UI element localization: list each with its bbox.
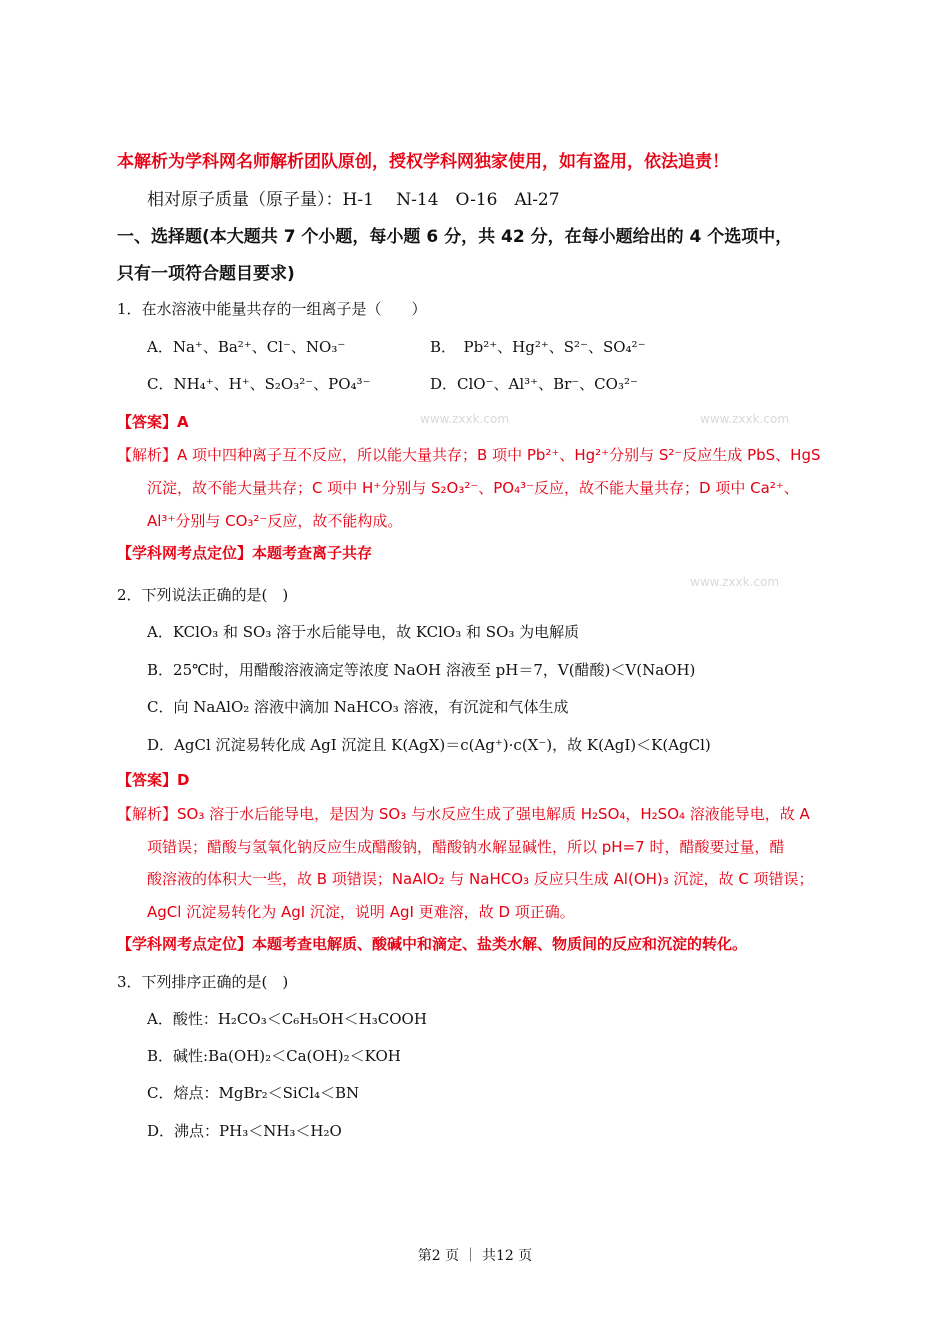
question-3-option-d: D．沸点：PH₃＜NH₃＜H₂O <box>147 1122 342 1140</box>
question-3-option-c: C．熔点：MgBr₂＜SiCl₄＜BN <box>147 1084 360 1102</box>
question-1-knowledge-point: 【学科网考点定位】本题考查离子共存 <box>117 544 373 562</box>
question-2-analysis-line3: 酸溶液的体积大一些，故 B 项错误；NaAlO₂ 与 NaHCO₃ 反应只生成 Al(OH)₃ 沉淀，故 C 项错误； <box>147 870 814 888</box>
atomic-masses: 相对原子质量（原子量）：H-1 N-14 O-16 Al-27 <box>147 190 560 210</box>
copyright-notice: 本解析为学科网名师解析团队原创，授权学科网独家使用，如有盗用，依法追责！ <box>117 152 729 172</box>
section-heading-line2: 只有一项符合题目要求) <box>117 264 295 284</box>
question-1-option-d: D．ClO⁻、Al³⁺、Br⁻、CO₃²⁻ <box>430 375 638 393</box>
question-2-analysis-line4: AgCl 沉淀易转化为 AgI 沉淀，说明 AgI 更难溶，故 D 项正确。 <box>147 903 575 921</box>
watermark-logo: www.zxxk.com <box>700 412 790 426</box>
page-footer: 第2 页 ｜ 共12 页 <box>417 1248 533 1264</box>
watermark-logo: www.zxxk.com <box>690 575 780 589</box>
question-1-stem: 1．在水溶液中能量共存的一组离子是（ ） <box>117 300 427 318</box>
question-2-answer: 【答案】D <box>117 771 190 789</box>
question-2-option-d: D．AgCl 沉淀易转化成 AgI 沉淀且 K(AgX)＝c(Ag⁺)·c(X⁻)，故 K(AgI)＜K(AgCl) <box>147 736 711 754</box>
question-1-answer: 【答案】A <box>117 413 189 431</box>
question-1-analysis-line2: 沉淀，故不能大量共存；C 项中 H⁺分别与 S₂O₃²⁻、PO₄³⁻反应，故不能大量共存；D 项中 Ca²⁺、 <box>147 479 799 497</box>
question-1-option-b: B． Pb²⁺、Hg²⁺、S²⁻、SO₄²⁻ <box>430 338 646 356</box>
question-2-analysis-line1: 【解析】SO₃ 溶于水后能导电，是因为 SO₃ 与水反应生成了强电解质 H₂SO₄，H₂SO₄ 溶液能导电，故 A <box>117 805 810 823</box>
question-1-option-a: A．Na⁺、Ba²⁺、Cl⁻、NO₃⁻ <box>147 338 346 356</box>
question-2-analysis-line2: 项错误；醋酸与氢氧化钠反应生成醋酸钠，醋酸钠水解显碱性，所以 pH=7 时，醋酸要过量，醋 <box>147 838 785 856</box>
question-2-stem: 2．下列说法正确的是( ) <box>117 586 289 604</box>
question-1-analysis-line1: 【解析】A 项中四种离子互不反应，所以能大量共存；B 项中 Pb²⁺、Hg²⁺分别与 S²⁻反应生成 PbS、HgS <box>117 446 821 464</box>
section-heading-line1: 一、选择题(本大题共 7 个小题，每小题 6 分，共 42 分，在每小题给出的 4 个选项中， <box>117 227 793 247</box>
question-3-stem: 3．下列排序正确的是( ) <box>117 973 289 991</box>
question-1-option-c: C．NH₄⁺、H⁺、S₂O₃²⁻、PO₄³⁻ <box>147 375 371 393</box>
watermark-logo: www.zxxk.com <box>420 412 510 426</box>
question-1-analysis-line3: Al³⁺分别与 CO₃²⁻反应，故不能构成。 <box>147 512 403 530</box>
question-3-option-b: B．碱性:Ba(OH)₂＜Ca(OH)₂＜KOH <box>147 1047 401 1065</box>
question-2-knowledge-point: 【学科网考点定位】本题考查电解质、酸碱中和滴定、盐类水解、物质间的反应和沉淀的转化。 <box>117 935 748 953</box>
question-2-option-c: C．向 NaAlO₂ 溶液中滴加 NaHCO₃ 溶液，有沉淀和气体生成 <box>147 698 569 716</box>
question-3-option-a: A．酸性：H₂CO₃＜C₆H₅OH＜H₃COOH <box>147 1010 427 1028</box>
question-2-option-a: A．KClO₃ 和 SO₃ 溶于水后能导电，故 KClO₃ 和 SO₃ 为电解质 <box>147 623 580 641</box>
question-2-option-b: B．25℃时，用醋酸溶液滴定等浓度 NaOH 溶液至 pH＝7，V(醋酸)＜V(NaOH) <box>147 661 696 679</box>
